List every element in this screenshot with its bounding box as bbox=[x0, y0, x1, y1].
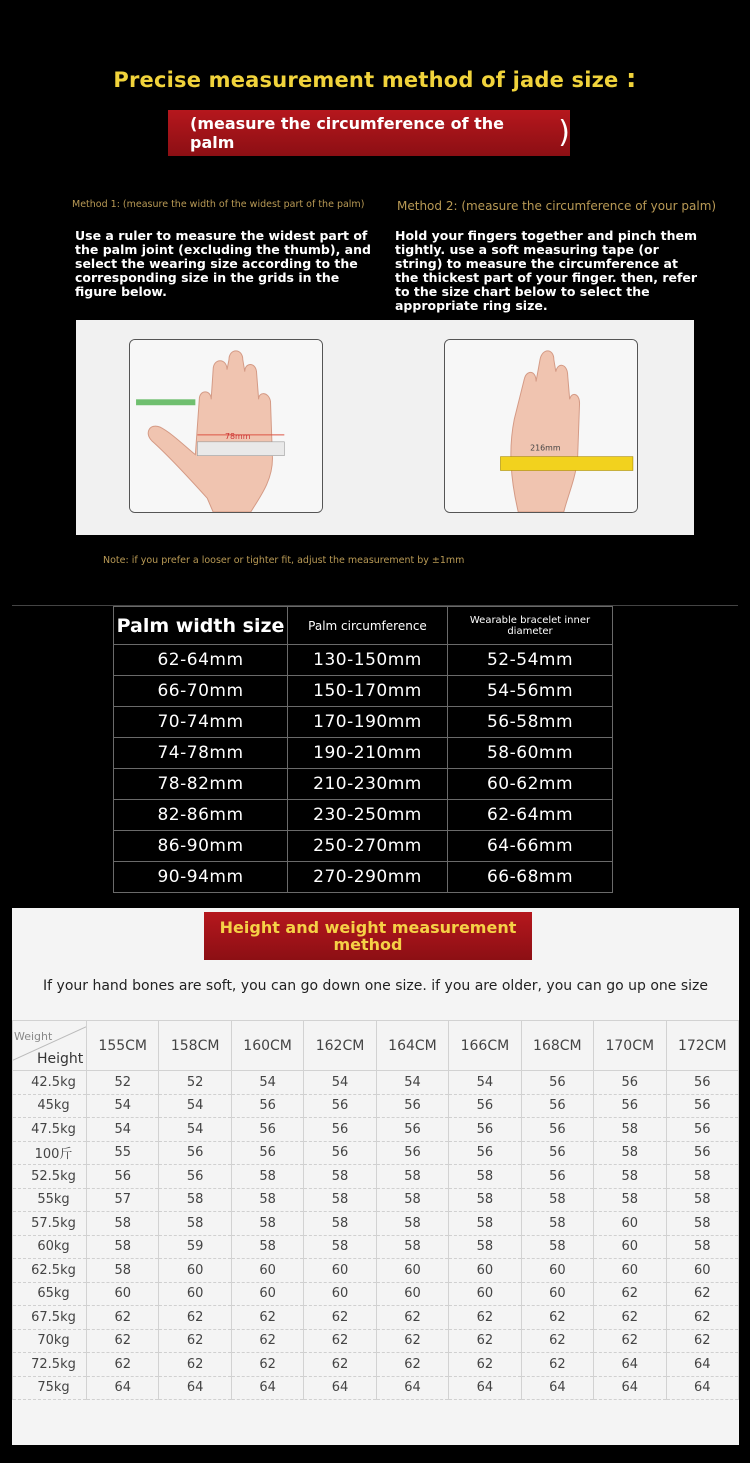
size-cell: 62 bbox=[449, 1353, 521, 1377]
size-cell: 58 bbox=[666, 1235, 739, 1259]
size-cell: 60 bbox=[231, 1259, 303, 1283]
size-cell: 60 bbox=[449, 1259, 521, 1283]
size-cell: 60 bbox=[87, 1282, 159, 1306]
size-cell: 58 bbox=[376, 1235, 448, 1259]
size-cell: 62 bbox=[231, 1306, 303, 1330]
palm-circumference-header: Palm circumference bbox=[288, 607, 448, 645]
size-cell: 62 bbox=[231, 1353, 303, 1377]
size-cell: 58 bbox=[666, 1188, 739, 1212]
table-cell: 130-150mm bbox=[288, 645, 448, 676]
height-weight-banner: Height and weight measurement method bbox=[204, 912, 532, 960]
height-header: 160CM bbox=[231, 1021, 303, 1071]
weight-cell: 72.5kg bbox=[13, 1353, 87, 1377]
fit-note: Note: if you prefer a looser or tighter fit, adjust the measurement by ±1mm bbox=[103, 555, 465, 566]
weight-cell: 52.5kg bbox=[13, 1165, 87, 1189]
size-cell: 56 bbox=[521, 1141, 593, 1165]
table-row bbox=[114, 707, 613, 738]
size-cell: 62 bbox=[521, 1306, 593, 1330]
measurement-photos bbox=[76, 320, 694, 535]
size-cell: 62 bbox=[231, 1329, 303, 1353]
size-cell: 62 bbox=[376, 1353, 448, 1377]
palm-banner bbox=[168, 110, 570, 156]
table-row bbox=[114, 862, 613, 893]
size-cell: 60 bbox=[521, 1282, 593, 1306]
size-cell: 58 bbox=[594, 1118, 666, 1142]
size-cell: 56 bbox=[666, 1094, 739, 1118]
table-cell: 170-190mm bbox=[288, 707, 448, 738]
size-cell: 54 bbox=[376, 1071, 448, 1095]
table-cell: 86-90mm bbox=[114, 831, 288, 862]
weight-cell: 47.5kg bbox=[13, 1118, 87, 1142]
size-cell: 58 bbox=[87, 1212, 159, 1236]
size-cell: 60 bbox=[666, 1259, 739, 1283]
size-cell: 60 bbox=[449, 1282, 521, 1306]
size-cell: 56 bbox=[521, 1118, 593, 1142]
size-cell: 56 bbox=[449, 1118, 521, 1142]
size-cell: 52 bbox=[159, 1071, 231, 1095]
size-cell: 60 bbox=[594, 1259, 666, 1283]
size-cell: 56 bbox=[376, 1118, 448, 1142]
table-cell: 74-78mm bbox=[114, 738, 288, 769]
table-row bbox=[13, 1188, 739, 1212]
height-header: 162CM bbox=[304, 1021, 376, 1071]
palm-banner-text: (measure the circumference of the palm bbox=[190, 114, 504, 152]
size-cell: 62 bbox=[666, 1329, 739, 1353]
table-row bbox=[13, 1259, 739, 1283]
size-cell: 64 bbox=[594, 1353, 666, 1377]
hand-ruler-illustration bbox=[130, 340, 322, 512]
size-cell: 58 bbox=[521, 1235, 593, 1259]
size-cell: 62 bbox=[87, 1353, 159, 1377]
size-cell: 60 bbox=[304, 1259, 376, 1283]
table-row bbox=[114, 800, 613, 831]
size-cell: 58 bbox=[449, 1235, 521, 1259]
weight-cell: 55kg bbox=[13, 1188, 87, 1212]
size-cell: 62 bbox=[87, 1329, 159, 1353]
size-cell: 62 bbox=[521, 1353, 593, 1377]
size-cell: 62 bbox=[594, 1282, 666, 1306]
size-cell: 58 bbox=[449, 1165, 521, 1189]
size-cell: 58 bbox=[304, 1235, 376, 1259]
page-title bbox=[0, 64, 750, 94]
table-row bbox=[13, 1353, 739, 1377]
bracelet-diameter-header: Wearable bracelet inner diameter bbox=[448, 607, 613, 645]
table-row bbox=[13, 1282, 739, 1306]
method-2-heading: Method 2: (measure the circumference of your palm) bbox=[397, 199, 717, 213]
table-row bbox=[13, 1141, 739, 1165]
table-row bbox=[114, 738, 613, 769]
size-cell: 56 bbox=[521, 1165, 593, 1189]
size-cell: 58 bbox=[376, 1188, 448, 1212]
height-header: 166CM bbox=[449, 1021, 521, 1071]
size-cell: 56 bbox=[594, 1094, 666, 1118]
size-cell: 62 bbox=[304, 1353, 376, 1377]
size-cell: 58 bbox=[666, 1212, 739, 1236]
method-1-text: Use a ruler to measure the widest part of the palm joint (excluding the thumb), and select the wearing size according to the corresponding size in the grids in the figure below. bbox=[75, 228, 371, 299]
palm-width-label: 78mm bbox=[225, 431, 251, 441]
size-cell: 56 bbox=[449, 1094, 521, 1118]
size-cell: 56 bbox=[376, 1141, 448, 1165]
size-cell: 52 bbox=[87, 1071, 159, 1095]
size-cell: 56 bbox=[231, 1141, 303, 1165]
size-cell: 58 bbox=[304, 1165, 376, 1189]
size-cell: 58 bbox=[159, 1212, 231, 1236]
weight-cell: 75kg bbox=[13, 1376, 87, 1400]
size-cell: 56 bbox=[304, 1141, 376, 1165]
table-cell: 60-62mm bbox=[448, 769, 613, 800]
weight-label: Weight bbox=[14, 1030, 53, 1043]
size-cell: 56 bbox=[87, 1165, 159, 1189]
title-colon: : bbox=[626, 64, 637, 94]
size-cell: 58 bbox=[594, 1188, 666, 1212]
weight-cell: 62.5kg bbox=[13, 1259, 87, 1283]
size-cell: 57 bbox=[87, 1188, 159, 1212]
size-cell: 64 bbox=[594, 1376, 666, 1400]
hand-tape-illustration bbox=[445, 340, 637, 512]
height-label: Height bbox=[37, 1051, 84, 1067]
palm-circumference-photo bbox=[444, 339, 638, 513]
table-cell: 52-54mm bbox=[448, 645, 613, 676]
table-cell: 56-58mm bbox=[448, 707, 613, 738]
weight-cell: 45kg bbox=[13, 1094, 87, 1118]
palm-width-header: Palm width size bbox=[114, 607, 288, 645]
table-row bbox=[13, 1071, 739, 1095]
table-row bbox=[114, 831, 613, 862]
size-cell: 58 bbox=[159, 1188, 231, 1212]
size-cell: 58 bbox=[449, 1212, 521, 1236]
height-header: 158CM bbox=[159, 1021, 231, 1071]
size-cell: 56 bbox=[521, 1094, 593, 1118]
size-cell: 62 bbox=[159, 1329, 231, 1353]
table-cell: 210-230mm bbox=[288, 769, 448, 800]
size-cell: 58 bbox=[231, 1188, 303, 1212]
size-cell: 58 bbox=[87, 1235, 159, 1259]
table-cell: 66-70mm bbox=[114, 676, 288, 707]
height-header: 164CM bbox=[376, 1021, 448, 1071]
table-cell: 90-94mm bbox=[114, 862, 288, 893]
size-cell: 54 bbox=[87, 1094, 159, 1118]
table-cell: 150-170mm bbox=[288, 676, 448, 707]
size-cell: 56 bbox=[159, 1141, 231, 1165]
size-cell: 62 bbox=[666, 1282, 739, 1306]
palm-circumference-label: 216mm bbox=[530, 443, 561, 453]
size-cell: 58 bbox=[449, 1188, 521, 1212]
size-cell: 62 bbox=[159, 1353, 231, 1377]
size-cell: 62 bbox=[521, 1329, 593, 1353]
size-cell: 58 bbox=[231, 1165, 303, 1189]
size-cell: 56 bbox=[521, 1071, 593, 1095]
size-cell: 56 bbox=[159, 1165, 231, 1189]
table-row bbox=[13, 1235, 739, 1259]
table-cell: 78-82mm bbox=[114, 769, 288, 800]
palm-table-header bbox=[114, 607, 613, 645]
size-cell: 56 bbox=[666, 1071, 739, 1095]
table-cell: 70-74mm bbox=[114, 707, 288, 738]
height-header: 170CM bbox=[594, 1021, 666, 1071]
size-cell: 64 bbox=[521, 1376, 593, 1400]
table-cell: 230-250mm bbox=[288, 800, 448, 831]
size-cell: 58 bbox=[304, 1188, 376, 1212]
size-cell: 56 bbox=[304, 1118, 376, 1142]
size-cell: 56 bbox=[231, 1118, 303, 1142]
size-cell: 64 bbox=[231, 1376, 303, 1400]
table-cell: 62-64mm bbox=[448, 800, 613, 831]
size-cell: 62 bbox=[376, 1329, 448, 1353]
size-cell: 60 bbox=[231, 1282, 303, 1306]
table-row bbox=[114, 769, 613, 800]
size-cell: 60 bbox=[159, 1282, 231, 1306]
size-cell: 56 bbox=[304, 1094, 376, 1118]
table-cell: 58-60mm bbox=[448, 738, 613, 769]
size-cell: 54 bbox=[449, 1071, 521, 1095]
size-cell: 58 bbox=[304, 1212, 376, 1236]
size-cell: 60 bbox=[521, 1259, 593, 1283]
size-cell: 58 bbox=[231, 1212, 303, 1236]
table-cell: 62-64mm bbox=[114, 645, 288, 676]
weight-cell: 70kg bbox=[13, 1329, 87, 1353]
size-cell: 60 bbox=[594, 1212, 666, 1236]
size-cell: 64 bbox=[666, 1376, 739, 1400]
weight-cell: 100斤 bbox=[13, 1141, 87, 1165]
table-row bbox=[13, 1212, 739, 1236]
title-text: Precise measurement method of jade size bbox=[113, 68, 619, 92]
weight-cell: 57.5kg bbox=[13, 1212, 87, 1236]
size-cell: 56 bbox=[666, 1118, 739, 1142]
size-cell: 64 bbox=[449, 1376, 521, 1400]
weight-cell: 42.5kg bbox=[13, 1071, 87, 1095]
table-row bbox=[13, 1376, 739, 1400]
table-row bbox=[13, 1094, 739, 1118]
height-header: 168CM bbox=[521, 1021, 593, 1071]
size-cell: 58 bbox=[594, 1165, 666, 1189]
size-cell: 56 bbox=[594, 1071, 666, 1095]
size-cell: 62 bbox=[666, 1306, 739, 1330]
size-cell: 64 bbox=[159, 1376, 231, 1400]
table-cell: 64-66mm bbox=[448, 831, 613, 862]
table-cell: 270-290mm bbox=[288, 862, 448, 893]
size-cell: 64 bbox=[666, 1353, 739, 1377]
size-cell: 56 bbox=[449, 1141, 521, 1165]
table-row bbox=[13, 1165, 739, 1189]
size-cell: 64 bbox=[304, 1376, 376, 1400]
table-row bbox=[114, 676, 613, 707]
size-cell: 64 bbox=[87, 1376, 159, 1400]
size-cell: 62 bbox=[449, 1306, 521, 1330]
height-header: 172CM bbox=[666, 1021, 739, 1071]
table-cell: 54-56mm bbox=[448, 676, 613, 707]
height-weight-table bbox=[12, 1020, 739, 1400]
height-weight-note: If your hand bones are soft, you can go down one size. if you are older, you can go up one size bbox=[43, 978, 708, 994]
table-cell: 82-86mm bbox=[114, 800, 288, 831]
hw-header-row bbox=[13, 1021, 739, 1071]
size-cell: 64 bbox=[376, 1376, 448, 1400]
size-cell: 62 bbox=[159, 1306, 231, 1330]
size-cell: 54 bbox=[304, 1071, 376, 1095]
size-cell: 54 bbox=[159, 1094, 231, 1118]
palm-banner-paren: ) bbox=[558, 115, 570, 150]
method-2-text: Hold your fingers together and pinch them tightly. use a soft measuring tape (or string) to measure the circumference at the thickest part of your finger. then, refer to the size chart below to select the appropriate ring size. bbox=[395, 228, 698, 313]
size-cell: 62 bbox=[594, 1329, 666, 1353]
size-cell: 54 bbox=[159, 1118, 231, 1142]
palm-size-table bbox=[113, 606, 613, 893]
size-cell: 58 bbox=[87, 1259, 159, 1283]
size-cell: 56 bbox=[376, 1094, 448, 1118]
weight-cell: 60kg bbox=[13, 1235, 87, 1259]
size-cell: 62 bbox=[304, 1306, 376, 1330]
table-cell: 66-68mm bbox=[448, 862, 613, 893]
corner-cell bbox=[13, 1021, 87, 1071]
size-cell: 55 bbox=[87, 1141, 159, 1165]
size-cell: 60 bbox=[159, 1259, 231, 1283]
size-cell: 58 bbox=[521, 1212, 593, 1236]
size-cell: 60 bbox=[376, 1282, 448, 1306]
size-cell: 58 bbox=[376, 1165, 448, 1189]
table-row bbox=[13, 1329, 739, 1353]
table-row bbox=[13, 1306, 739, 1330]
hw-body bbox=[13, 1071, 739, 1400]
weight-cell: 67.5kg bbox=[13, 1306, 87, 1330]
table-cell: 250-270mm bbox=[288, 831, 448, 862]
size-cell: 62 bbox=[87, 1306, 159, 1330]
size-cell: 62 bbox=[594, 1306, 666, 1330]
size-cell: 62 bbox=[304, 1329, 376, 1353]
size-cell: 60 bbox=[304, 1282, 376, 1306]
weight-cell: 65kg bbox=[13, 1282, 87, 1306]
size-cell: 58 bbox=[376, 1212, 448, 1236]
size-cell: 58 bbox=[521, 1188, 593, 1212]
table-row bbox=[114, 645, 613, 676]
table-cell: 190-210mm bbox=[288, 738, 448, 769]
size-cell: 60 bbox=[594, 1235, 666, 1259]
size-cell: 58 bbox=[666, 1165, 739, 1189]
size-cell: 56 bbox=[231, 1094, 303, 1118]
size-cell: 62 bbox=[449, 1329, 521, 1353]
size-cell: 59 bbox=[159, 1235, 231, 1259]
size-cell: 58 bbox=[594, 1141, 666, 1165]
size-cell: 56 bbox=[666, 1141, 739, 1165]
method-1-heading: Method 1: (measure the width of the widest part of the palm) bbox=[72, 199, 365, 210]
height-header: 155CM bbox=[87, 1021, 159, 1071]
size-cell: 58 bbox=[231, 1235, 303, 1259]
size-cell: 54 bbox=[231, 1071, 303, 1095]
size-cell: 62 bbox=[376, 1306, 448, 1330]
size-cell: 54 bbox=[87, 1118, 159, 1142]
table-row bbox=[13, 1118, 739, 1142]
palm-width-photo bbox=[129, 339, 323, 513]
size-cell: 60 bbox=[376, 1259, 448, 1283]
